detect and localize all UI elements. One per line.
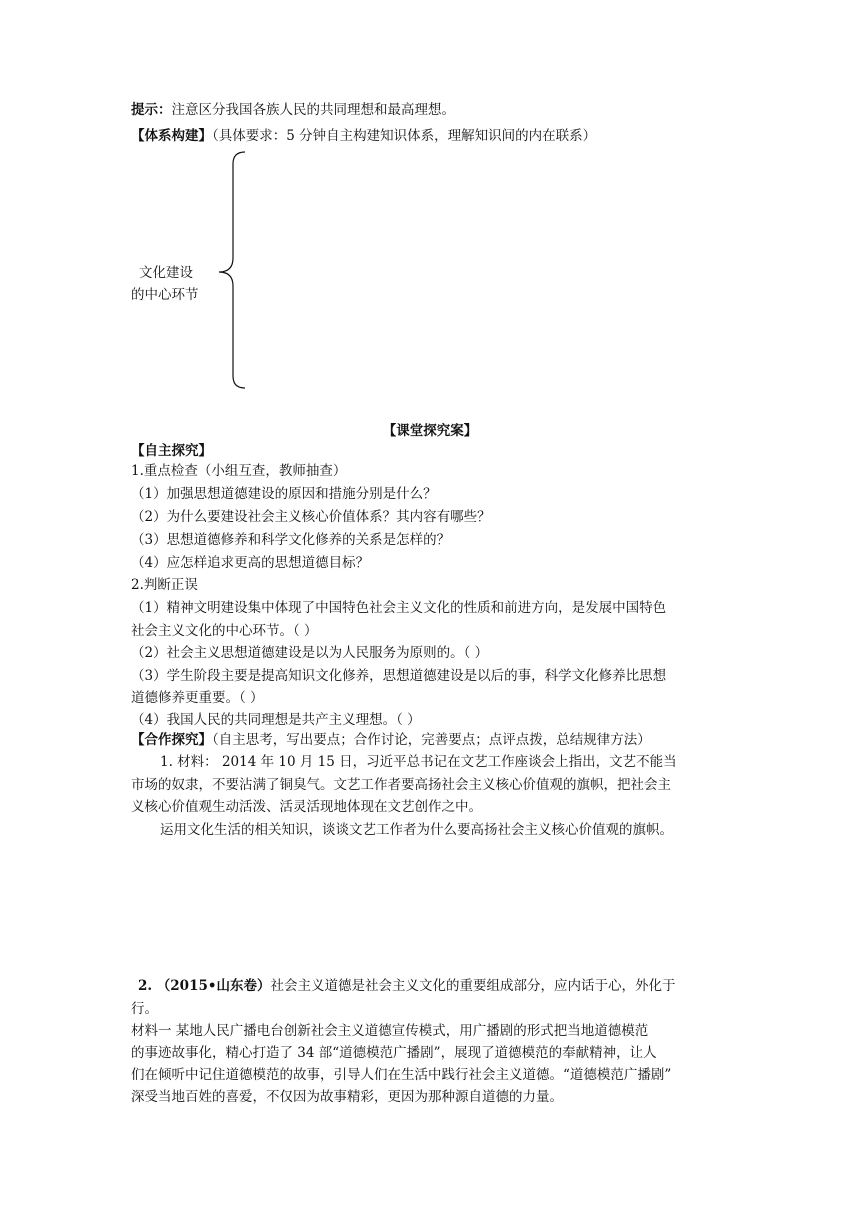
material-line: 深受当地百姓的喜爱，不仅因为故事精彩，更因为那种源自道德的力量。	[131, 1089, 563, 1105]
system-build-text: （具体要求：5 分钟自主构建知识体系，理解知识间的内在联系）	[212, 128, 597, 144]
material-line: 市场的奴隶，不要沾满了铜臭气。文艺工作者要高扬社会主义核心价值观的旗帜，把社会主	[131, 777, 671, 793]
coop-heading-line	[131, 730, 651, 750]
class-case-title: 【课堂探究案】	[382, 423, 478, 439]
self-study-heading: 【自主探究】	[131, 443, 212, 459]
hint-label: 提示：	[131, 102, 172, 118]
material-line: 1. 材料： 2014 年 10 月 15 日，习近平总书记在文艺工作座谈会上指出，文艺不能当	[160, 754, 677, 770]
check-title: 1.重点检查（小组互查，教师抽查）	[131, 463, 347, 479]
q2-line	[138, 976, 676, 996]
system-build-line	[131, 126, 596, 146]
q2-line-cont: 行。	[131, 1001, 158, 1017]
check-item: （1）加强思想道德建设的原因和措施分别是什么？	[131, 486, 437, 502]
hint-text: 注意区分我国各族人民的共同理想和最高理想。	[171, 102, 455, 118]
judge-item: 社会主义文化的中心环节。（ ）	[131, 623, 318, 639]
judge-item: （2）社会主义思想道德建设是以为人民服务为原则的。（ ）	[131, 645, 489, 661]
q2-source: 2. （2015•山东卷）	[138, 978, 271, 994]
coop-heading: 【合作探究】	[131, 732, 212, 748]
brace-label-line2: 的中心环节	[131, 287, 199, 303]
material-line: 的事迹故事化，精心打造了 34 部“道德模范广播剧”，展现了道德模范的奉献精神，让人	[131, 1045, 657, 1061]
check-item: （3）思想道德修养和科学文化修养的关系是怎样的？	[131, 532, 451, 548]
hint-line	[131, 100, 455, 120]
coop-heading-text: （自主思考，写出要点；合作讨论，完善要点；点评点拨，总结规律方法）	[212, 732, 651, 748]
judge-title: 2.判断正误	[131, 577, 198, 593]
curly-brace-icon	[215, 150, 251, 390]
judge-item: （3）学生阶段主要是提高知识文化修养，思想道德建设是以后的事，科学文化修养比思想	[131, 668, 667, 684]
check-item: （2）为什么要建设社会主义核心价值体系？其内容有哪些？	[131, 509, 491, 525]
brace-label-line1: 文化建设	[139, 265, 193, 281]
material-line: 们在倾听中记住道德模范的故事，引导人们在生活中践行社会主义道德。“道德模范广播剧”	[131, 1067, 672, 1083]
system-build-label: 【体系构建】	[131, 128, 212, 144]
judge-item: （1）精神文明建设集中体现了中国特色社会主义文化的性质和前进方向，是发展中国特色	[131, 600, 667, 616]
q2-text: 社会主义道德是社会主义文化的重要组成部分，应内话于心，外化于	[270, 978, 676, 994]
judge-item: 道德修养更重要。（ ）	[131, 690, 264, 706]
material-line: 材料一 某地人民广播电台创新社会主义道德宣传模式，用广播剧的形式把当地道德模范	[131, 1023, 649, 1039]
material-line: 义核心价值观生动活泼、活灵活现地体现在文艺创作之中。	[131, 799, 482, 815]
question-line: 运用文化生活的相关知识，谈谈文艺工作者为什么要高扬社会主义核心价值观的旗帜。	[160, 822, 673, 838]
judge-item: （4）我国人民的共同理想是共产主义理想。（ ）	[131, 712, 421, 728]
check-item: （4）应怎样追求更高的思想道德目标？	[131, 555, 370, 571]
